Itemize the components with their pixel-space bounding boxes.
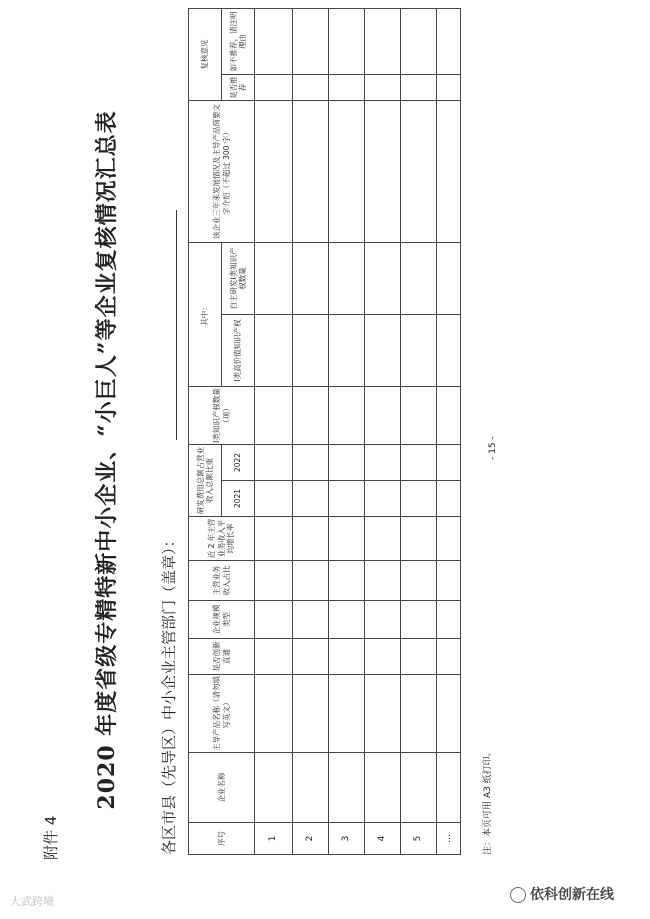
table-cell xyxy=(329,481,365,517)
table-cell xyxy=(437,601,461,639)
table-cell xyxy=(329,753,365,823)
row-number: 4 xyxy=(365,823,401,855)
table-cell xyxy=(255,387,293,445)
table-cell xyxy=(437,243,461,315)
table-cell xyxy=(293,387,329,445)
header-reason: 如不推荐，请注明理由 xyxy=(222,9,255,75)
watermark-right-text: 依科创新在线 xyxy=(530,887,614,903)
table-cell xyxy=(437,315,461,387)
watermark-right xyxy=(510,884,614,904)
table-cell xyxy=(401,9,437,75)
table-cell xyxy=(329,243,365,315)
table-cell xyxy=(401,517,437,561)
table-cell xyxy=(255,101,293,243)
table-body xyxy=(255,9,461,855)
header-rd-group: 研发费用总额占营业收入总额比重 xyxy=(189,445,222,517)
table-cell xyxy=(255,753,293,823)
header-revenue-share: 主营业务收入占比 xyxy=(189,561,255,601)
table-cell xyxy=(293,315,329,387)
table-cell xyxy=(293,517,329,561)
table-cell xyxy=(437,9,461,75)
table-cell xyxy=(437,517,461,561)
table-cell xyxy=(401,75,437,101)
table-cell xyxy=(255,601,293,639)
attachment-label: 附件 4 xyxy=(42,815,60,860)
table-cell xyxy=(293,243,329,315)
table-row xyxy=(255,9,293,855)
table-cell xyxy=(293,481,329,517)
header-self-ip: 自主研发Ⅰ类知识产权数量 xyxy=(222,243,255,315)
table-cell xyxy=(293,75,329,101)
header-high-value-ip: Ⅰ类高价值知识产权 xyxy=(222,315,255,387)
page-title: 2020 年度省级专精特新中小企业、“小巨人”等企业复核情况汇总表 xyxy=(94,110,120,810)
table-cell xyxy=(365,101,401,243)
header-growth: 近 2 年主营业务收入平均增长率 xyxy=(189,517,255,561)
header-innovation: 是否创新直通 xyxy=(189,639,255,675)
table-cell xyxy=(365,517,401,561)
table-cell xyxy=(365,445,401,481)
table-cell xyxy=(365,243,401,315)
table-cell xyxy=(437,75,461,101)
table-cell xyxy=(255,9,293,75)
summary-table xyxy=(188,8,461,855)
table-cell xyxy=(329,517,365,561)
header-scale: 企业规模类型 xyxy=(189,601,255,639)
table-cell xyxy=(329,101,365,243)
signature-line xyxy=(176,210,177,440)
table-cell xyxy=(401,243,437,315)
table-cell xyxy=(401,675,437,753)
header-review-group: 复核意见 xyxy=(189,9,222,101)
table-cell xyxy=(293,9,329,75)
header-recommend: 是否推荐 xyxy=(222,75,255,101)
table-cell xyxy=(293,601,329,639)
table-cell xyxy=(329,9,365,75)
table-row xyxy=(365,9,401,855)
table-cell xyxy=(365,481,401,517)
row-number: 1 xyxy=(255,823,293,855)
table-cell xyxy=(365,753,401,823)
table-cell xyxy=(329,675,365,753)
table-cell xyxy=(365,601,401,639)
rotated-page xyxy=(40,0,510,880)
table-cell xyxy=(293,639,329,675)
page-number: - 15 - xyxy=(488,436,498,460)
table-cell xyxy=(401,561,437,601)
table-row xyxy=(329,9,365,855)
watermark-left xyxy=(10,893,54,909)
table-cell xyxy=(365,561,401,601)
table-cell xyxy=(255,561,293,601)
table-cell xyxy=(365,675,401,753)
table-cell xyxy=(329,315,365,387)
table-cell xyxy=(329,601,365,639)
header-rd-2021: 2021 xyxy=(222,481,255,517)
table-cell xyxy=(329,561,365,601)
table-cell xyxy=(437,387,461,445)
header-seq: 序号 xyxy=(189,823,255,855)
table-cell xyxy=(329,445,365,481)
table-cell xyxy=(365,387,401,445)
row-number: … xyxy=(437,823,461,855)
table-cell xyxy=(255,75,293,101)
table-cell xyxy=(293,675,329,753)
table-cell xyxy=(401,387,437,445)
table-cell xyxy=(401,481,437,517)
table-cell xyxy=(401,753,437,823)
table-cell xyxy=(255,639,293,675)
table-cell xyxy=(255,517,293,561)
table-cell xyxy=(401,315,437,387)
table-cell xyxy=(255,243,293,315)
table-cell xyxy=(329,387,365,445)
wechat-icon xyxy=(510,887,526,903)
table-cell xyxy=(293,101,329,243)
table-cell xyxy=(437,639,461,675)
table-cell xyxy=(401,445,437,481)
table-cell xyxy=(329,639,365,675)
header-among-group: 其中： xyxy=(189,243,222,387)
table-cell xyxy=(437,753,461,823)
footnote: 注：本页可用 A3 纸打印。 xyxy=(483,747,493,855)
header-product: 主导产品名称（请勿填写英文） xyxy=(189,675,255,753)
row-number: 5 xyxy=(401,823,437,855)
department-label: 各区市县（先导区）中小企业主管部门（盖章）： xyxy=(160,532,178,855)
table-row xyxy=(437,9,461,855)
table-cell xyxy=(365,639,401,675)
table-cell xyxy=(437,481,461,517)
table-row xyxy=(401,9,437,855)
table-cell xyxy=(365,75,401,101)
watermark-left-text: 大武跨境 xyxy=(10,895,54,908)
table-cell xyxy=(293,445,329,481)
table-cell xyxy=(255,481,293,517)
table-cell xyxy=(401,639,437,675)
table-cell xyxy=(401,601,437,639)
table-row xyxy=(293,9,329,855)
table-cell xyxy=(255,445,293,481)
table-cell xyxy=(437,561,461,601)
table-cell xyxy=(437,445,461,481)
header-ip-count: Ⅰ类知识产权数量（项） xyxy=(189,387,255,445)
table-cell xyxy=(437,101,461,243)
header-company: 企业名称 xyxy=(189,753,255,823)
row-number: 2 xyxy=(293,823,329,855)
table-cell xyxy=(365,9,401,75)
row-number: 3 xyxy=(329,823,365,855)
table-cell xyxy=(293,561,329,601)
table-cell xyxy=(437,675,461,753)
header-description: 该企业三年来发展情况及主导产品简要文字介绍（不超过 300 字） xyxy=(189,101,255,243)
table-cell xyxy=(401,101,437,243)
table-cell xyxy=(255,315,293,387)
table-cell xyxy=(255,675,293,753)
table-cell xyxy=(329,75,365,101)
header-rd-2022: 2022 xyxy=(222,445,255,481)
table-cell xyxy=(293,753,329,823)
table-cell xyxy=(365,315,401,387)
